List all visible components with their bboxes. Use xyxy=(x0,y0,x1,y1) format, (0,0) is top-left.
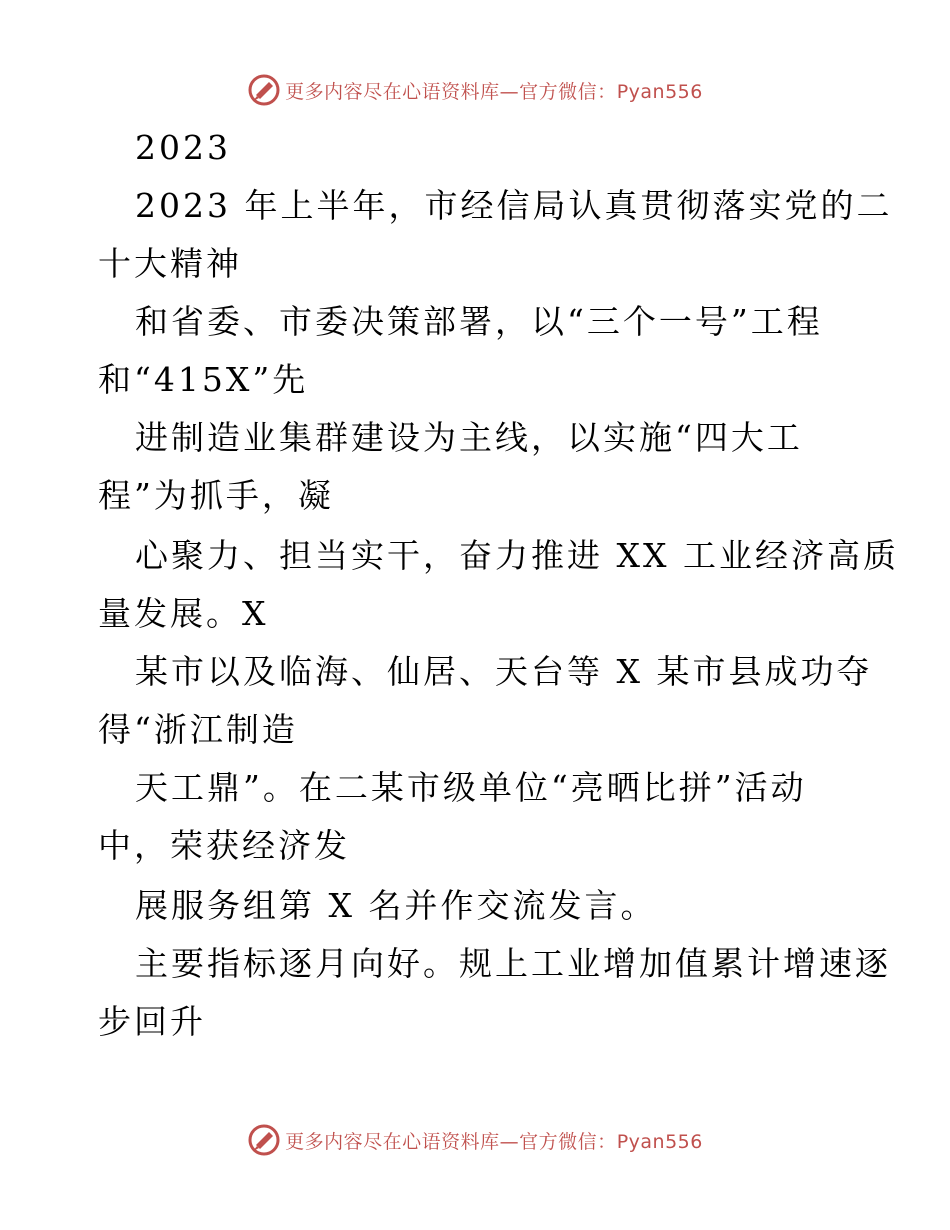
body-line: 十大精神 xyxy=(98,244,242,283)
brand-logo-icon xyxy=(247,73,281,107)
body-line: 和省委、市委决策部署，以“三个一号”工程 xyxy=(135,302,823,341)
body-line: 天工鼎”。在二某市级单位“亮晒比拼”活动 xyxy=(135,768,807,807)
body-line: 量发展。X xyxy=(98,594,269,633)
body-line: 步回升 xyxy=(98,1002,206,1041)
body-line: 程”为抓手，凝 xyxy=(98,476,334,515)
footer-banner-separator: — xyxy=(499,1130,520,1153)
footer-banner-wechat-label: 官方微信： xyxy=(519,1130,617,1153)
body-line: 展服务组第 X 名并作交流发言。 xyxy=(135,886,657,925)
body-line: 心聚力、担当实干，奋力推进 XX 工业经济高质 xyxy=(135,536,899,575)
body-line: 和“415X”先 xyxy=(98,360,309,399)
header-banner-wechat-label: 官方微信： xyxy=(519,80,617,103)
brand-logo-icon xyxy=(247,1123,281,1157)
footer-banner xyxy=(0,1120,950,1160)
body-line: 2023 年上半年，市经信局认真贯彻落实党的二 xyxy=(135,186,893,225)
body-line: 2023 xyxy=(135,128,231,167)
body-line: 某市以及临海、仙居、天台等 X 某市县成功夺 xyxy=(135,652,873,691)
body-line: 主要指标逐月向好。规上工业增加值累计增速逐 xyxy=(135,944,891,983)
footer-banner-text: 更多内容尽在心语资料库 xyxy=(285,1130,500,1153)
footer-banner-wechat-id: Pyan556 xyxy=(616,1130,703,1153)
header-banner-wechat-id: Pyan556 xyxy=(616,80,703,103)
body-line: 得“浙江制造 xyxy=(98,710,298,749)
header-banner xyxy=(0,70,950,110)
body-line: 进制造业集群建设为主线，以实施“四大工 xyxy=(135,418,803,457)
header-banner-separator: — xyxy=(499,80,520,103)
header-banner-text: 更多内容尽在心语资料库 xyxy=(285,80,500,103)
body-line: 中，荣获经济发 xyxy=(98,826,350,865)
